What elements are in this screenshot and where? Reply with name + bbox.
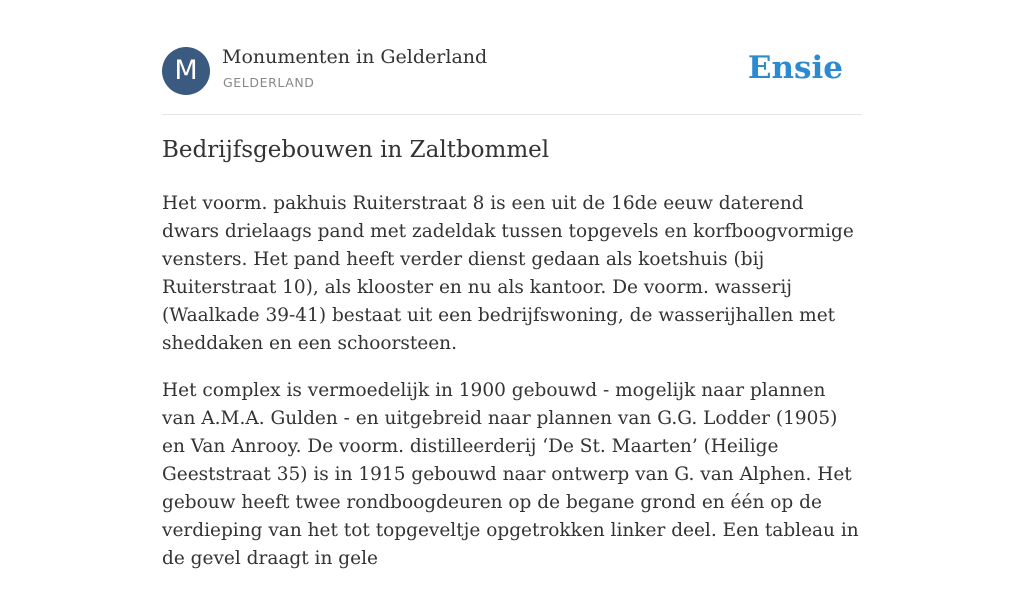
site-region-label: GELDERLAND [223,75,315,90]
article-body [162,190,862,592]
article-paragraph: Het voorm. pakhuis Ruiterstraat 8 is een uit de 16de eeuw daterend dwars drielaags pand met zadeldak tussen topgevels en korfboogvormige vensters. Het pand heeft verder dienst gedaan als koetshuis (bij Ruiterstraat 10), als klooster en nu als kantoor. De voorm. wasserij (Waalkade 39-41) bestaat uit een bedrijfswoning, de wasserijhallen met sheddaken en een schoorsteen. [162,193,854,354]
article-title: Bedrijfsgebouwen in Zaltbommel [162,137,550,163]
site-name-link[interactable]: Monumenten in Gelderland [222,46,488,68]
ensie-logo[interactable]: Ensie [747,50,843,86]
article-paragraph: Het complex is vermoedelijk in 1900 gebouwd - mogelijk naar plannen van A.M.A. Gulden - en uitgebreid naar plannen van G.G. Lodder (1905) en Van Anrooy. De voorm. distilleerderij ‘De St. Maarten’ (Heilige Geeststraat 35) is in 1915 gebouwd naar ontwerp van G. van Alphen. Het gebouw heeft twee rondboogdeuren op de begane grond en één op de verdieping van het tot topgeveltje opgetrokken linker deel. Een tableau in de gevel draagt in gele [162,380,859,569]
header [162,46,862,115]
avatar[interactable]: M [162,47,210,95]
